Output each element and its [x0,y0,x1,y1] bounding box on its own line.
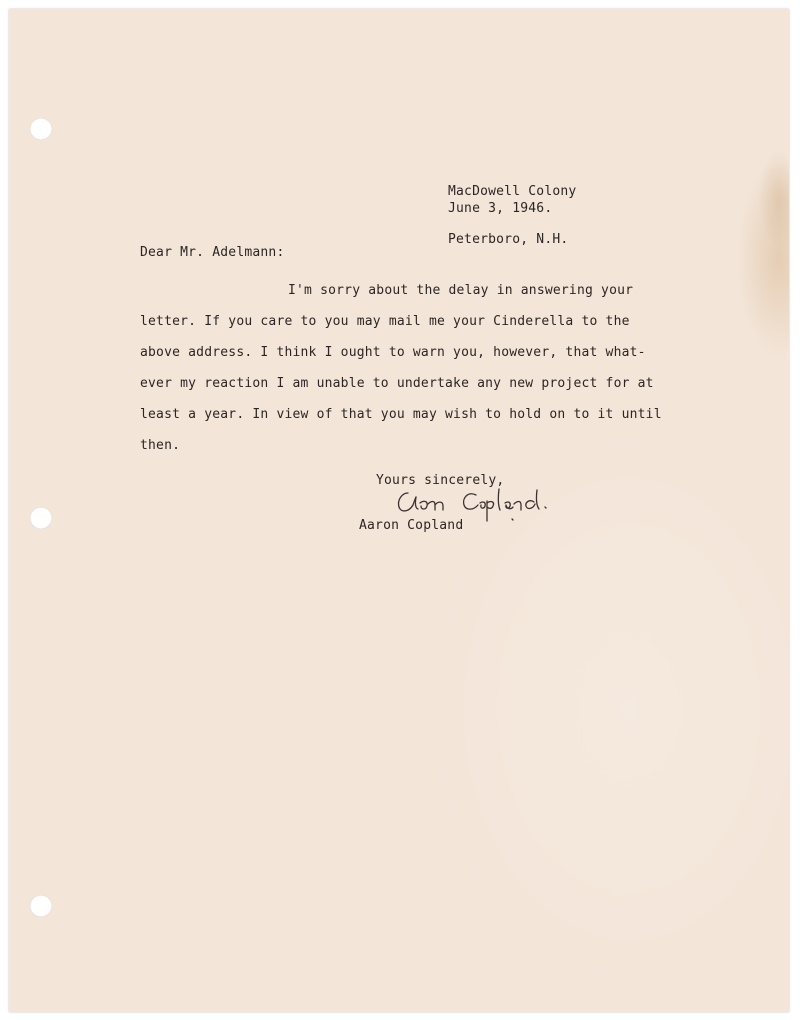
punch-hole [30,507,52,529]
closing: Yours sincerely, [376,473,505,488]
letter-sheet [9,9,789,1012]
body-line: least a year. In view of that you may wish to hold on to it until [140,407,662,422]
letter-body [140,275,662,461]
address-line: MacDowell Colony [448,184,577,199]
punch-hole [30,118,52,140]
body-line: above address. I think I ought to warn you, however, that what- [140,345,646,360]
typed-signature-name: Aaron Copland [359,518,464,533]
body-line: ever my reaction I am unable to undertake any new project for at [140,376,654,391]
address-line: Peterboro, N.H. [448,232,569,247]
body-line: then. [140,438,181,453]
body-line: letter. If you care to you may mail me your Cinderella to the [140,314,630,329]
punch-hole [30,895,52,917]
letter-date: June 3, 1946. [448,201,553,216]
body-line: I'm sorry about the delay in answering your [288,283,634,298]
salutation: Dear Mr. Adelmann: [140,245,285,260]
